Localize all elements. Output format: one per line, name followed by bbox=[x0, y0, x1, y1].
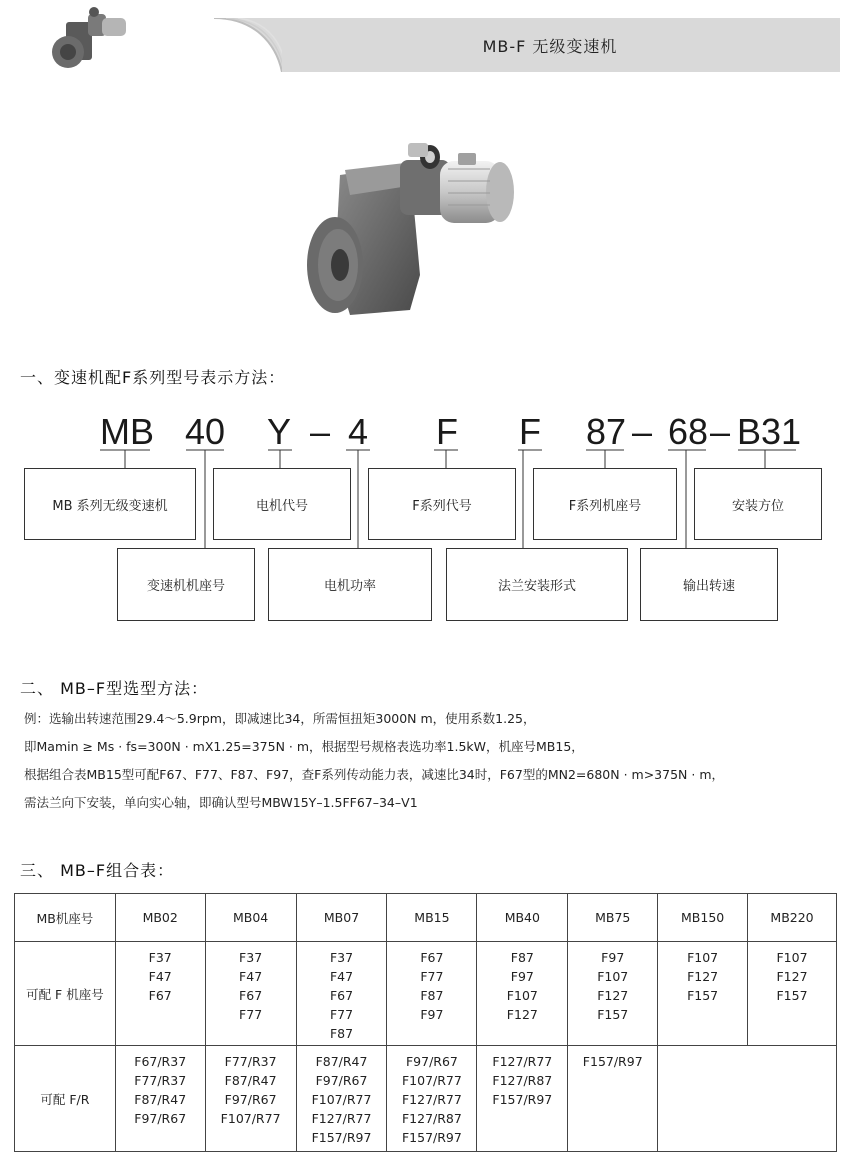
cell-value: F87 bbox=[510, 950, 534, 965]
cell-value: F87/R47 bbox=[224, 1073, 277, 1088]
code-seg-power: 4 bbox=[348, 411, 369, 452]
cell-value: F37 bbox=[329, 950, 354, 965]
table-cell bbox=[205, 942, 296, 1046]
code-dash-1: – bbox=[310, 411, 331, 452]
cell-value: F87 bbox=[329, 1026, 354, 1041]
table-cell bbox=[568, 1046, 658, 1152]
cell-value: F157 bbox=[687, 988, 719, 1003]
cell-value: F127 bbox=[687, 969, 719, 984]
page-title: MB-F 无级变速机 bbox=[482, 37, 618, 56]
code-box-motor-power: 电机功率 bbox=[268, 548, 432, 621]
cell-value: F157/R97 bbox=[492, 1092, 553, 1107]
table-cell bbox=[748, 942, 837, 1046]
cell-value: F87/R47 bbox=[134, 1092, 187, 1107]
cell-value: F77 bbox=[329, 1007, 354, 1022]
table-header-cell: MB150 bbox=[658, 894, 748, 942]
cell-value: F37 bbox=[148, 950, 172, 965]
code-dash-3: – bbox=[710, 411, 731, 452]
cell-value: F107 bbox=[776, 950, 808, 965]
table-row-f-base bbox=[15, 942, 837, 1046]
cell-value: F127 bbox=[506, 1007, 538, 1022]
cell-value: F127/R77 bbox=[311, 1111, 372, 1126]
cell-value: F97 bbox=[420, 1007, 444, 1022]
gear-reducer-image bbox=[290, 125, 530, 345]
cell-value: F97/R67 bbox=[405, 1054, 458, 1069]
table-cell bbox=[568, 942, 658, 1046]
cell-value: F67 bbox=[148, 988, 172, 1003]
cell-value: F67 bbox=[239, 988, 263, 1003]
code-box-mb-series: MB 系列无级变速机 bbox=[24, 468, 196, 540]
table-cell bbox=[658, 942, 748, 1046]
table-cell bbox=[296, 1046, 387, 1152]
row-label-f-base: 可配 F 机座号 bbox=[15, 942, 116, 1046]
cell-value: F77/R37 bbox=[134, 1073, 187, 1088]
cell-value: F67 bbox=[420, 950, 444, 965]
code-box-output-speed: 输出转速 bbox=[640, 548, 778, 621]
table-header-cell: MB04 bbox=[205, 894, 296, 942]
cell-value: F87 bbox=[420, 988, 444, 1003]
code-seg-mb: MB bbox=[100, 411, 154, 452]
cell-value: F157/R97 bbox=[401, 1130, 462, 1145]
code-box-f-series-base: F系列机座号 bbox=[533, 468, 677, 540]
selection-line-1: 例：选输出转速范围29.4～5.9rpm，即减速比34，所需恒扭矩3000N m，使用系数1.25， bbox=[24, 711, 536, 726]
cell-value: F67 bbox=[329, 988, 354, 1003]
cell-value: F157/R97 bbox=[582, 1054, 643, 1069]
table-header-cell: MB02 bbox=[115, 894, 205, 942]
cell-value: F107/R77 bbox=[311, 1092, 372, 1107]
cell-value: F157/R97 bbox=[311, 1130, 372, 1145]
cell-value: F97 bbox=[601, 950, 625, 965]
code-seg-mount: B31 bbox=[737, 411, 802, 452]
table-cell bbox=[477, 942, 568, 1046]
row-label-fr: 可配 F/R bbox=[15, 1046, 116, 1152]
table-cell bbox=[387, 1046, 477, 1152]
table-header-cell: MB15 bbox=[387, 894, 477, 942]
cell-value: F127 bbox=[597, 988, 629, 1003]
cell-value: F67/R37 bbox=[134, 1054, 187, 1069]
table-cell bbox=[115, 942, 205, 1046]
cell-value: F157 bbox=[597, 1007, 629, 1022]
cell-value: F107/R77 bbox=[401, 1073, 462, 1088]
table-header-cell: MB07 bbox=[296, 894, 387, 942]
table-cell bbox=[387, 942, 477, 1046]
section-heading-combination-table: 三、 MB–F组合表： bbox=[20, 861, 175, 880]
cell-value: F157 bbox=[776, 988, 808, 1003]
cell-value: F77 bbox=[420, 969, 444, 984]
cell-value: F107 bbox=[687, 950, 719, 965]
cell-value: F127/R77 bbox=[492, 1054, 553, 1069]
code-seg-speed: 68 bbox=[668, 411, 709, 452]
table-row-fr bbox=[15, 1046, 837, 1152]
table-header-cell: MB75 bbox=[568, 894, 658, 942]
header-gearbox-thumbnail-icon bbox=[44, 4, 128, 72]
cell-value: F47 bbox=[148, 969, 172, 984]
cell-value: F47 bbox=[239, 969, 263, 984]
cell-value: F97 bbox=[510, 969, 534, 984]
table-cell bbox=[296, 942, 387, 1046]
cell-value: F127 bbox=[776, 969, 808, 984]
code-box-motor-code: 电机代号 bbox=[213, 468, 351, 540]
code-seg-flange: F bbox=[436, 411, 458, 452]
cell-value: F107 bbox=[597, 969, 629, 984]
table-header-row bbox=[15, 894, 837, 942]
cell-value: F107/R77 bbox=[220, 1111, 281, 1126]
cell-value: F47 bbox=[329, 969, 354, 984]
code-box-flange-mounting: 法兰安装形式 bbox=[446, 548, 628, 621]
cell-value: F127/R87 bbox=[401, 1111, 462, 1126]
combination-table bbox=[14, 893, 837, 1152]
table-cell bbox=[477, 1046, 568, 1152]
cell-value: F77 bbox=[239, 1007, 263, 1022]
table-header-cell: MB220 bbox=[748, 894, 837, 942]
section-heading-model-designation: 一、变速机配F系列型号表示方法： bbox=[20, 368, 286, 387]
code-dash-2: – bbox=[632, 411, 653, 452]
cell-value: F97/R67 bbox=[224, 1092, 277, 1107]
table-cell bbox=[115, 1046, 205, 1152]
cell-value: F77/R37 bbox=[224, 1054, 277, 1069]
table-header-cell: MB40 bbox=[477, 894, 568, 942]
cell-value: F107 bbox=[506, 988, 538, 1003]
table-header-cell: MB机座号 bbox=[15, 894, 116, 942]
cell-value: F97/R67 bbox=[134, 1111, 187, 1126]
code-box-variator-base: 变速机机座号 bbox=[117, 548, 255, 621]
code-seg-base: 87 bbox=[586, 411, 627, 452]
selection-line-4: 需法兰向下安装，单向实心轴，即确认型号MBW15Y–1.5FF67–34–V1 bbox=[24, 795, 418, 810]
code-box-mounting-position: 安装方位 bbox=[694, 468, 822, 540]
section-heading-selection-method: 二、 MB–F型选型方法： bbox=[20, 679, 209, 698]
selection-line-3: 根据组合表MB15型可配F67、F77、F87、F97，查F系列传动能力表，减速比34时，F67型的MN2=680N · m>375N · m， bbox=[24, 767, 724, 782]
selection-line-2: 即Mamin ≥ Ms · fs=300N · mX1.25=375N · m，根据型号规格表选功率1.5kW，机座号MB15， bbox=[24, 739, 584, 754]
code-seg-series: F bbox=[519, 411, 541, 452]
cell-value: F127/R87 bbox=[492, 1073, 553, 1088]
cell-value: F87/R47 bbox=[315, 1054, 368, 1069]
code-seg-motor: Y bbox=[267, 411, 292, 452]
cell-value: F37 bbox=[239, 950, 263, 965]
table-cell bbox=[205, 1046, 296, 1152]
code-box-f-series-code: F系列代号 bbox=[368, 468, 516, 540]
table-cell-empty bbox=[658, 1046, 837, 1152]
code-seg-size: 40 bbox=[185, 411, 226, 452]
cell-value: F97/R67 bbox=[315, 1073, 368, 1088]
cell-value: F127/R77 bbox=[401, 1092, 462, 1107]
